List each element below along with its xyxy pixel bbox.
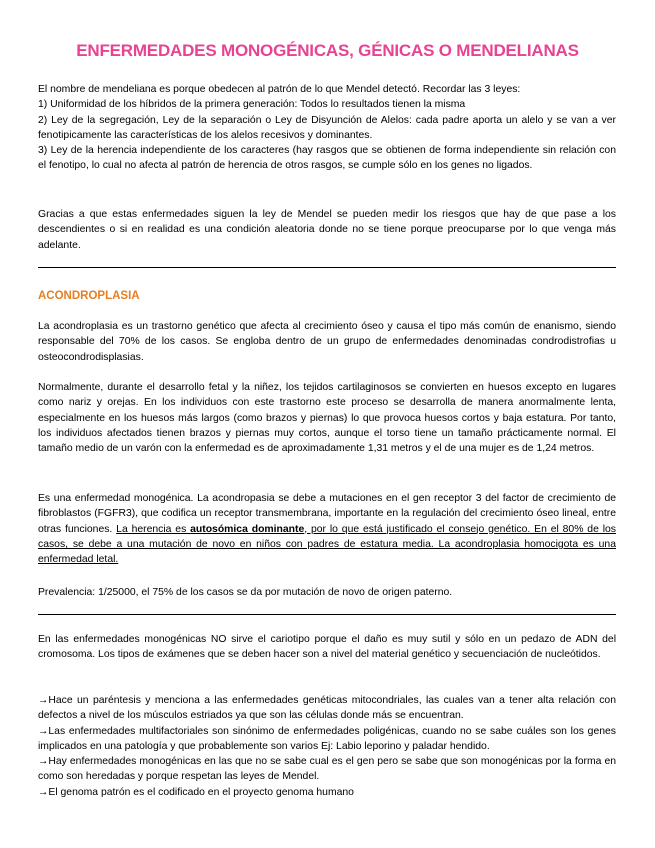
- section-heading-acondroplasia: ACONDROPLASIA: [38, 290, 140, 302]
- law-2: 2) Ley de la segregación, Ley de la separación o Ley de Disyunción de Alelos: cada padre aporta un alelo y se van a ver fenotipicamente las características de los alelos recesivos y dominantes.: [38, 114, 616, 141]
- list-item: →Las enfermedades multifactoriales son sinónimo de enfermedades poligénicas, cuando no se sabe cuáles son los genes implicados en una patología y que probablemente son varios Ej: Labio leporino y paladar hendido.: [38, 725, 616, 752]
- genetic-counseling-text: , por lo que está justificado el consejo genético. En el 80% de los casos, se debe a una mutación de novo en niños con padres de estatura media. La acondroplasia homocigota es una enfermedad letal.: [38, 523, 616, 566]
- prevalence: Prevalencia: 1/25000, el 75% de los casos se da por mutación de novo de origen paterno.: [38, 587, 453, 598]
- genetics-text: Es una enfermedad monogénica. La acondropasia se debe a mutaciones en el gen receptor 3 del factor de crecimiento de fibroblastos (FGFR3), que codifica un receptor transmembrana, importante en la regulación del crecimiento óseo lineal, entre otras funciones.: [38, 493, 616, 535]
- list-item: →El genoma patrón es el codificado en el proyecto genoma humano: [38, 786, 354, 798]
- notes-paragraph: En las enfermedades monogénicas NO sirve el cariotipo porque el daño es muy sutil y sólo en un pedazo de ADN del cromosoma. Los tipos de exámenes que se deben hacer son a nivel del material genético y secuenciación de nucleótidos.: [38, 634, 616, 661]
- acondroplasia-paragraph-3: [38, 491, 616, 567]
- acondroplasia-paragraph-2: Normalmente, durante el desarrollo fetal y la niñez, los tejidos cartilaginosos se convierten en huesos excepto en lugares como nariz y orejas. En los individuos con este trastorno este proceso se desarrolla de manera anormalmente lenta, especialmente en los huesos más largos (como brazos y piernas) lo que provoca huesos cortos y baja estatura. Por tanto, los individuos afectados tienen brazos y piernas muy cortos, aunque el torso tiene un tamaño prácticamente normal. El tamaño medio de un varón con la enfermedad es de aproximadamente 1,31 metros y el de una mujer es de 1,24 metros.: [38, 382, 616, 455]
- law-1: 1) Uniformidad de los híbridos de la primera generación: Todos lo resultados tienen la misma: [38, 99, 466, 111]
- intro-paragraph: Gracias a que estas enfermedades siguen la ley de Mendel se pueden medir los riesgos que hay de que pase a los descendientes o si en realidad es una condición aleatoria donde no se tiene porque preocuparse por lo que venga más adelante.: [38, 209, 616, 251]
- inheritance-type: autosómica dominante: [190, 523, 305, 535]
- page-title: ENFERMEDADES MONOGÉNICAS, GÉNICAS O MENDELIANAS: [76, 41, 579, 60]
- acondroplasia-paragraph-1: La acondroplasia es un trastorno genético que afecta al crecimiento óseo y causa el tipo más común de enanismo, siendo responsable del 70% de los casos. Se engloba dentro de un grupo de enfermedades denominadas condrodistrofias u osteocondrodisplasias.: [38, 321, 616, 363]
- inheritance-text: La herencia es: [116, 523, 191, 535]
- law-3: 3) Ley de la herencia independiente de los caracteres (hay rasgos que se obtienen de forma independiente sin relación con el fenotipo, lo cual no afecta al patrón de herencia de otros rasgos, se cumple sólo en los genes no ligados.: [38, 145, 616, 172]
- list-item: →Hace un paréntesis y menciona a las enfermedades genéticas mitocondriales, las cuales van a tener alta relación con defectos a nivel de los músculos estriados ya que son las células donde más se encuentran.: [38, 695, 616, 722]
- intro-line: El nombre de mendeliana es porque obedecen al patrón de lo que Mendel detectó. Recordar las 3 leyes:: [38, 84, 521, 95]
- intro-laws: [38, 82, 616, 174]
- divider: [38, 267, 616, 268]
- notes-list: [38, 693, 616, 800]
- divider: [38, 614, 616, 615]
- list-item: →Hay enfermedades monogénicas en las que no se sabe cual es el gen pero se sabe que son monogénicas por la forma en como son heredadas y porque respetan las leyes de Mendel.: [38, 756, 616, 783]
